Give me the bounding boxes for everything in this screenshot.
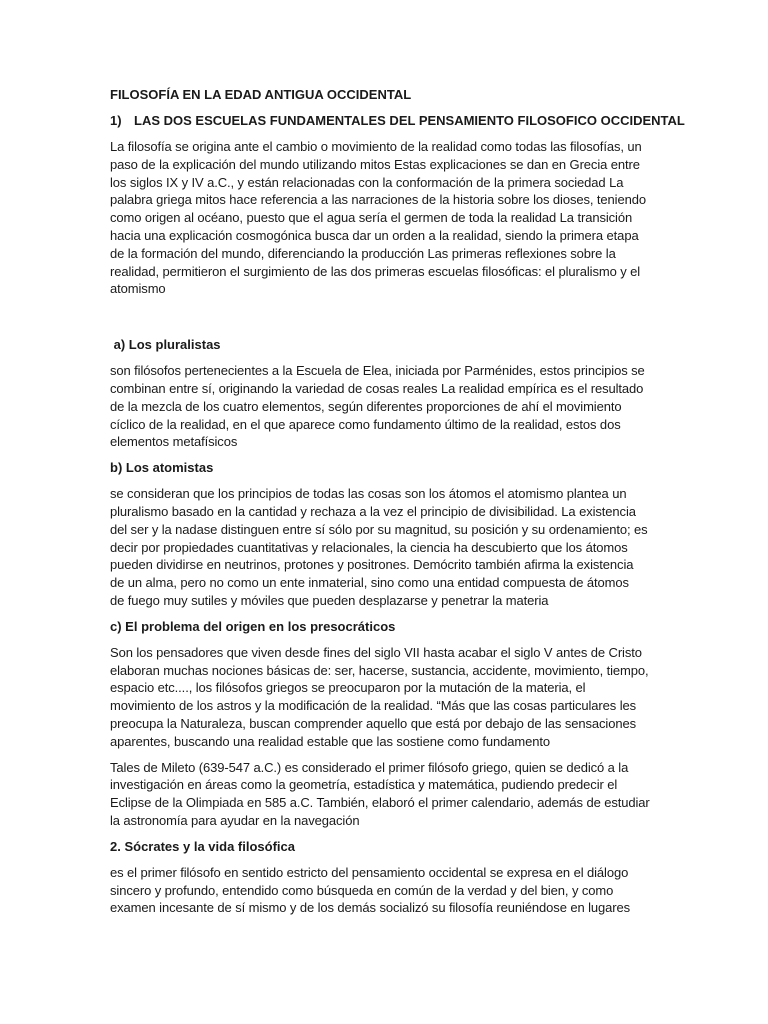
section-1-title <box>110 112 685 130</box>
atomistas-paragraph: se consideran que los principios de todas las cosas son los átomos el atomismo plantea un pluralismo basado en la cantidad y rechaza a la vez el principio de divisibilidad. La existencia del ser y la nadase distinguen entre sí sólo por su magnitud, su posición y su ordenamiento; es decir por propiedades cuantitativas y relacionales, la ciencia ha descubierto que los átomos pueden dividirse en neutrinos, protones y positrones. Demócrito también afirma la existencia de un alma, pero no como un ente inmaterial, sino como una entidad compuesta de átomos de fuego muy sutiles y móviles que pueden desplazarse y penetrar la materia <box>110 486 648 608</box>
pluralistas-heading: a) Los pluralistas <box>110 337 221 353</box>
atomistas-heading: b) Los atomistas <box>110 460 214 476</box>
section-1-number: 1) <box>110 113 122 128</box>
blank-spacer <box>110 306 660 336</box>
origen-paragraph-1: Son los pensadores que viven desde fines del siglo VII hasta acabar el siglo V antes de Cristo elaboran muchas nociones básicas de: ser, hacerse, sustancia, accidente, movimiento, tiempo, espacio etc...., los filósofos griegos se preocuparon por la mutación de la materia, el movimiento de los astros y la modificación de la realidad. “Más que las cosas particulares les preocupa la Naturaleza, buscan comprender aquello que está por debajo de las sensaciones aparentes, buscando una realidad estable que las sostiene como fundamento <box>110 644 649 749</box>
socrates-heading: 2. Sócrates y la vida filosófica <box>110 838 295 854</box>
origen-paragraph-2: Tales de Mileto (639-547 a.C.) es considerado el primer filósofo griego, quien se dedicó a la investigación en áreas como la geometría, estadística y matemática, pudiendo predecir el Eclipse de la Olimpiada en 585 a.C. También, elaboró el primer calendario, además de estudiar la astronomía para ayudar en la navegación <box>110 759 650 828</box>
document-body <box>110 86 685 925</box>
document-title: FILOSOFÍA EN LA EDAD ANTIGUA OCCIDENTAL <box>110 87 412 102</box>
origen-heading: c) El problema del origen en los presocráticos <box>110 618 396 634</box>
section-1-title-text: LAS DOS ESCUELAS FUNDAMENTALES DEL PENSAMIENTO FILOSOFICO OCCIDENTAL <box>134 113 685 128</box>
pluralistas-paragraph: son filósofos pertenecientes a la Escuela de Elea, iniciada por Parménides, estos principios se combinan entre sí, originando la variedad de cosas reales La realidad empírica es el resultado de la mezcla de los cuatro elementos, según diferentes proporciones de ahí el movimiento cíclico de la realidad, en el que aparece como fundamento último de la realidad, estos dos elementos metafísicos <box>110 363 645 450</box>
socrates-paragraph: es el primer filósofo en sentido estricto del pensamiento occidental se expresa en el diálogo sincero y profundo, entendido como búsqueda en común de la verdad y del bien, y como examen incesante de sí mismo y de los demás socializó su filosofía reuniéndose en lugares <box>110 864 631 916</box>
section-1-paragraph: La filosofía se origina ante el cambio o movimiento de la realidad como todas las filosofías, un paso de la explicación del mundo utilizando mitos Estas explicaciones se dan en Grecia entre los siglos IX y IV a.C., y están relacionadas con la conformación de la primera sociedad La palabra griega mitos hace referencia a las narraciones de la historia sobre los dioses, teniendo como origen al océano, puesto que el agua sería el germen de toda la realidad La transición hacia una explicación cosmogónica busca dar un orden a la realidad, siendo la primera etapa de la formación del mundo, diferenciando la producción Las primeras reflexiones sobre la realidad, permitieron el surgimiento de las dos primeras escuelas filosóficas: el pluralismo y el atomismo <box>110 139 646 297</box>
